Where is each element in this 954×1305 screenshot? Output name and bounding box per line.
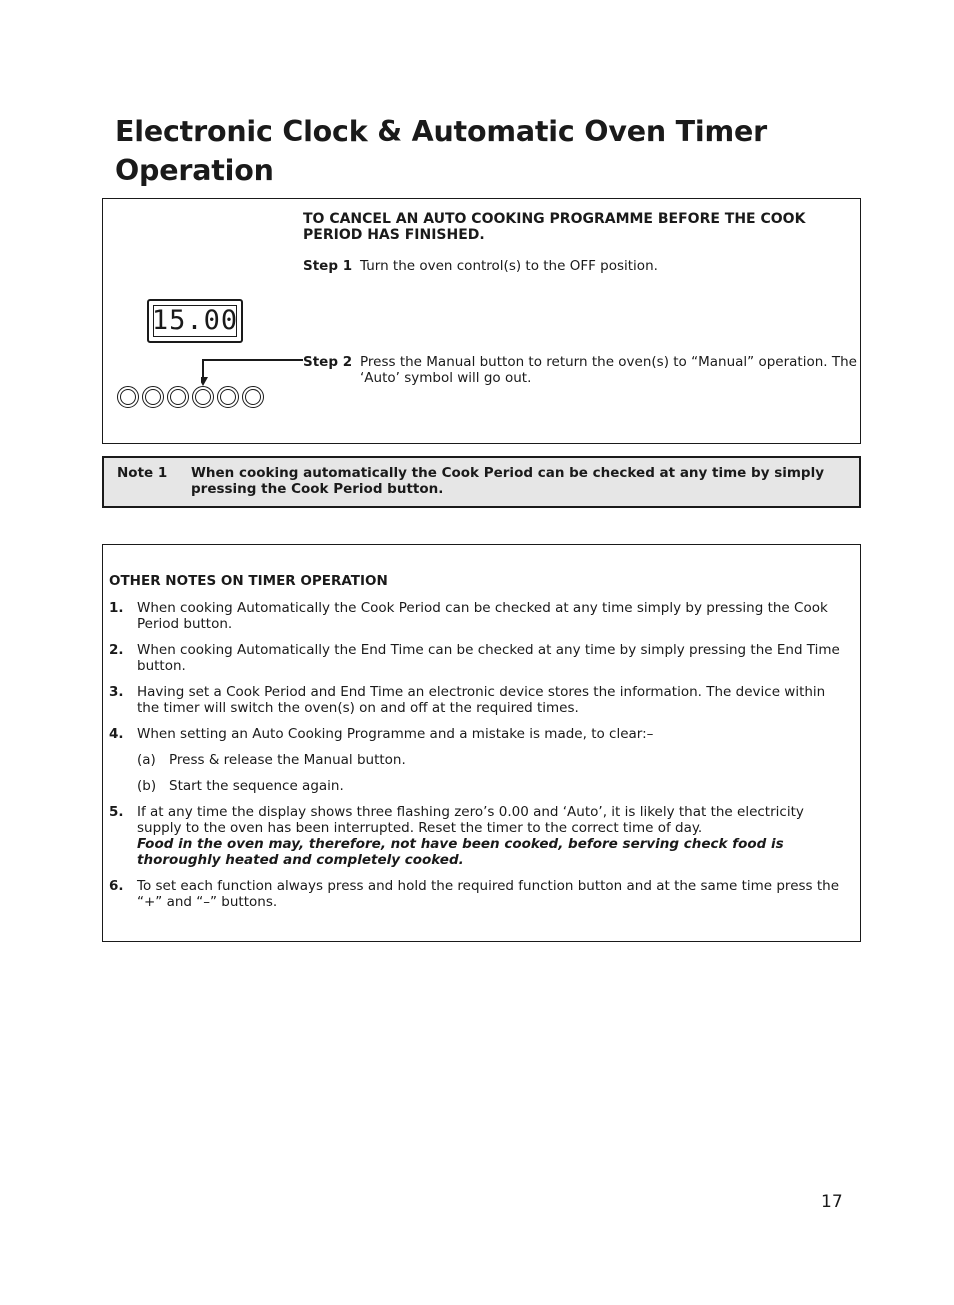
timer-button-5[interactable] [217, 386, 239, 408]
list-item-number: 4. [109, 726, 124, 742]
manual-button[interactable] [192, 386, 214, 408]
cancel-programme-panel [102, 198, 861, 444]
timer-display [147, 299, 243, 343]
list-item-number: 5. [109, 804, 124, 820]
connector-arrow-icon [201, 359, 305, 389]
note-label: Note 1 [117, 465, 168, 481]
sub-item-text: Start the sequence again. [169, 778, 344, 794]
step-1 [303, 258, 863, 278]
list-item-text: When setting an Auto Cooking Programme and a mistake is made, to clear:– [137, 726, 654, 742]
list-item-number: 1. [109, 600, 124, 616]
other-notes-panel [102, 544, 861, 942]
timer-button-3[interactable] [167, 386, 189, 408]
step-2-text: Press the Manual button to return the oven(s) to “Manual” operation. The ‘Auto’ symbol will go out. [360, 354, 857, 386]
timer-button-2[interactable] [142, 386, 164, 408]
timer-button-6[interactable] [242, 386, 264, 408]
timer-display-value: 15.00 [151, 305, 239, 336]
step-2 [303, 354, 863, 388]
list-item-text: To set each function always press and hold the required function button and at the same time press the “+” and “–” buttons. [137, 878, 840, 910]
list-item-text: When cooking Automatically the End Time can be checked at any time by simply pressing the End Time button. [137, 642, 840, 674]
list-item-number: 3. [109, 684, 124, 700]
note-text: When cooking automatically the Cook Period can be checked at any time by simply pressing the Cook Period button. [191, 465, 825, 497]
sub-item-label: (a) [137, 752, 156, 768]
other-notes-heading: OTHER NOTES ON TIMER OPERATION [109, 573, 388, 589]
food-safety-warning: Food in the oven may, therefore, not have been cooked, before serving check food is thoroughly heated and completely cooked. [137, 836, 784, 868]
timer-button-1[interactable] [117, 386, 139, 408]
sub-item-text: Press & release the Manual button. [169, 752, 406, 768]
step-1-text: Turn the oven control(s) to the OFF position. [360, 258, 658, 274]
list-item-number: 6. [109, 878, 124, 894]
page-title: Electronic Clock & Automatic Oven Timer Operation [115, 115, 767, 187]
page-number: 17 [821, 1192, 843, 1212]
timer-buttons [117, 386, 264, 408]
sub-item-label: (b) [137, 778, 157, 794]
list-item-text: When cooking Automatically the Cook Period can be checked at any time simply by pressing the Cook Period button. [137, 600, 828, 632]
list-item-body [137, 804, 843, 868]
note-box [102, 456, 861, 508]
cancel-heading: TO CANCEL AN AUTO COOKING PROGRAMME BEFORE THE COOK PERIOD HAS FINISHED. [303, 211, 806, 243]
list-item-text: If at any time the display shows three flashing zero’s 0.00 and ‘Auto’, it is likely that the electricity supply to the oven has been interrupted. Reset the timer to the correct time of day. [137, 804, 804, 836]
list-item-number: 2. [109, 642, 124, 658]
list-item-text: Having set a Cook Period and End Time an electronic device stores the information. The device within the timer will switch the oven(s) on and off at the required times. [137, 684, 826, 716]
step-2-label: Step 2 [303, 354, 353, 370]
step-1-label: Step 1 [303, 258, 353, 274]
